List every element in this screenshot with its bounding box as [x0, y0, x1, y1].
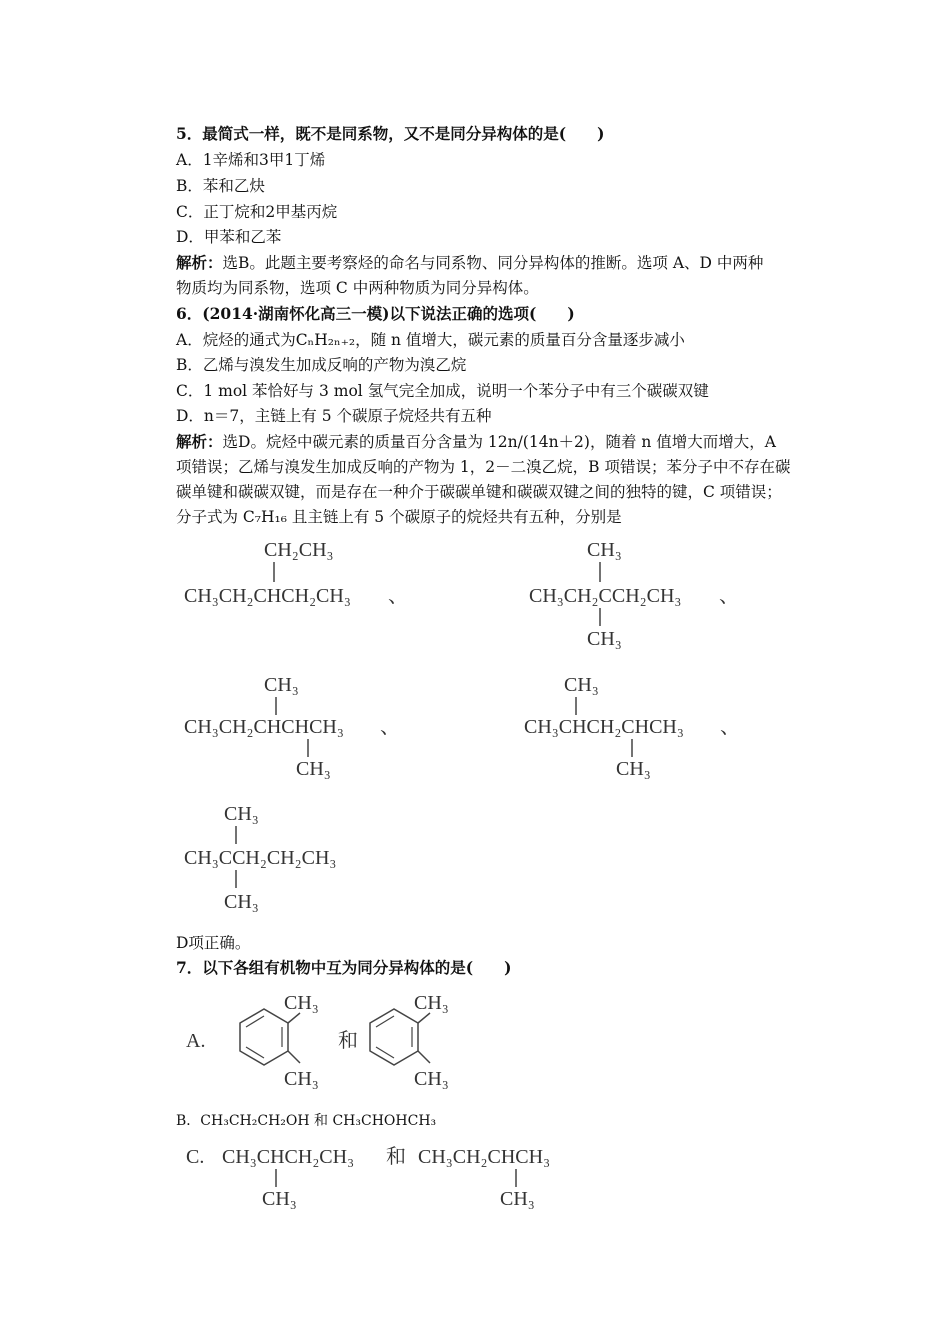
q7-a-methyl-2: CH₃: [284, 1068, 319, 1090]
q7-a-methyl-1: CH₃: [284, 992, 319, 1014]
benzene-ring-ortho: [240, 1009, 288, 1065]
s4-separator: 、: [720, 716, 740, 738]
s3-branch-bottom: CH₃: [296, 758, 331, 780]
s2-separator: 、: [719, 585, 739, 607]
q6-analysis-line-3: 碳单键和碳碳双键，而是存在一种介于碳碳单键和碳碳双键之间的独特的键，C 项错误；: [176, 483, 782, 501]
structure-2-2-dimethylpentane: [180, 798, 400, 928]
s4-main-chain: CH₃CHCH₂CHCH₃: [524, 716, 684, 738]
analysis-text: 选B。此题主要考察烃的命名与同系物、同分异构体的推断。选项 A、D 中两种: [222, 254, 764, 272]
q7-a-methyl-4: CH₃: [414, 1068, 449, 1090]
s5-branch-bottom: CH₃: [224, 891, 259, 913]
s2-branch-top: CH₃: [587, 539, 622, 561]
q5-analysis-line-1: [176, 253, 763, 273]
q7-c-left-branch: CH₃: [262, 1188, 297, 1210]
structure-3-ethylpentane: [180, 530, 440, 620]
q5-stem: 5．最简式一样，既不是同系物，又不是同分异构体的是( ): [176, 124, 605, 143]
q5-option-c: C．正丁烷和2甲基丙烷: [176, 203, 338, 221]
structure-2-4-dimethylpentane: [520, 665, 780, 795]
s4-branch-bottom: CH₃: [616, 758, 651, 780]
q7-a-join: 和: [338, 1030, 358, 1052]
q7-c-right-branch: CH₃: [500, 1188, 535, 1210]
q6-option-c: C．1 mol 苯恰好与 3 mol 氢气完全加成，说明一个苯分子中有三个碳碳双键: [176, 382, 709, 400]
q7-c-right: CH₃CH₂CHCH₃: [418, 1146, 551, 1168]
s1-branch: CH₂CH₃: [264, 539, 334, 561]
q6-option-b: B．乙烯与溴发生加成反响的产物为溴乙烷: [176, 356, 467, 374]
q5-option-d: D．甲苯和乙苯: [176, 228, 282, 246]
analysis-label: 解析：: [176, 432, 223, 451]
s5-main-chain: CH₃CCH₂CH₂CH₃: [184, 847, 337, 869]
q7-option-c: [180, 1135, 600, 1220]
s3-separator: 、: [380, 716, 400, 738]
s2-branch-bottom: CH₃: [587, 628, 622, 650]
q6-stem: 6．(2014·湖南怀化高三一模)以下说法正确的选项( ): [176, 304, 575, 323]
q7-c-label: C.: [186, 1146, 205, 1168]
s3-main-chain: CH₃CH₂CHCHCH₃: [184, 716, 344, 738]
analysis-text: 选D。烷烃中碳元素的质量百分含量为 12n/(14n＋2)，随着 n 值增大而增大，A: [222, 433, 776, 451]
structure-3-3-dimethylpentane: [525, 530, 785, 660]
q6-analysis-line-1: [176, 432, 776, 452]
q6-analysis-line-2: 项错误；乙烯与溴发生加成反响的产物为 1，2－二溴乙烷，B 项错误；苯分子中不存在碳: [176, 458, 791, 476]
s2-main-chain: CH₃CH₂CCH₂CH₃: [529, 585, 682, 607]
q7-option-a: [180, 985, 500, 1100]
q6-conclusion: D项正确。: [176, 934, 251, 952]
s1-main-chain: CH₃CH₂CHCH₂CH₃: [184, 585, 351, 607]
q6-option-d: D．n＝7，主链上有 5 个碳原子烷烃共有五种: [176, 407, 492, 425]
q7-a-methyl-3: CH₃: [414, 992, 449, 1014]
q5-option-a: A．1辛烯和3甲1丁烯: [176, 151, 326, 169]
benzene-ring-second: [370, 1009, 418, 1065]
s5-branch-top: CH₃: [224, 803, 259, 825]
q5-analysis-line-2: 物质均为同系物，选项 C 中两种物质为同分异构体。: [176, 279, 539, 297]
q7-stem: 7．以下各组有机物中互为同分异构体的是( ): [176, 958, 512, 977]
q7-c-join: 和: [386, 1146, 406, 1168]
q6-analysis-line-4: 分子式为 C₇H₁₆ 且主链上有 5 个碳原子的烷烃共有五种，分别是: [176, 508, 622, 526]
q7-c-left: CH₃CHCH₂CH₃: [222, 1146, 355, 1168]
q5-option-b: B．苯和乙炔: [176, 177, 265, 195]
q7-option-b: B．CH₃CH₂CH₂OH 和 CH₃CHOHCH₃: [176, 1113, 437, 1129]
q7-a-label: A.: [186, 1030, 206, 1052]
s3-branch-top: CH₃: [264, 674, 299, 696]
s4-branch-top: CH₃: [564, 674, 599, 696]
s1-separator: 、: [388, 585, 408, 607]
analysis-label: 解析：: [176, 253, 223, 272]
structure-2-3-dimethylpentane: [180, 665, 440, 795]
q6-option-a: A．烷烃的通式为CₙH₂ₙ₊₂，随 n 值增大，碳元素的质量百分含量逐步减小: [176, 331, 685, 349]
